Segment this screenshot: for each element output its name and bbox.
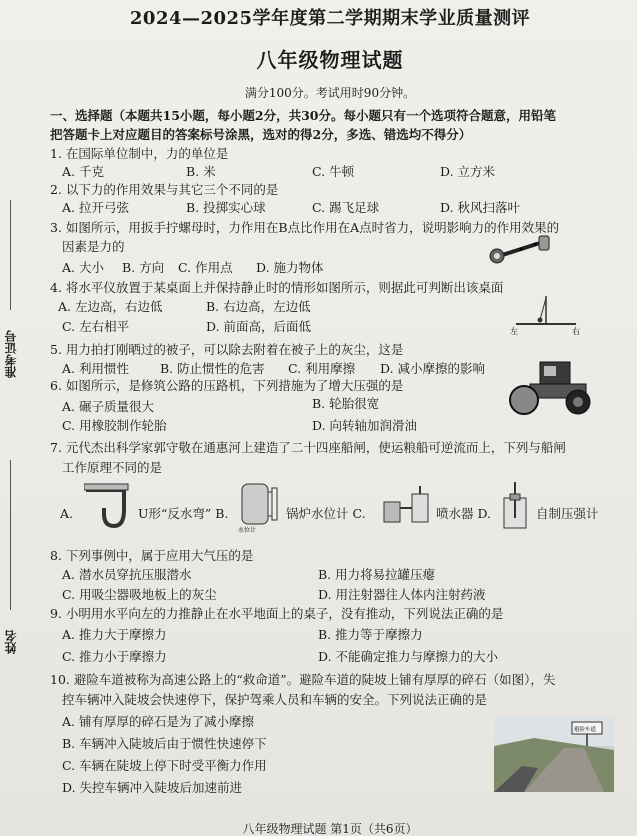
q5-stem: 5. 用力拍打刚晒过的被子，可以除去附着在被子上的灰尘，这是 [50,342,404,357]
q1-option-b: B. 米 [186,164,216,179]
q2-option-d: D. 秋风扫落叶 [440,200,521,215]
q4-option-c: C. 左右相平 [62,319,130,334]
q1-option-d: D. 立方米 [440,164,496,179]
level-left-label: 左 [510,327,518,336]
exam-content [50,0,630,836]
q3-option-d: D. 施力物体 [256,260,324,275]
q2-option-a: A. 拉开弓弦 [62,200,129,215]
q4-option-d: D. 前面高，后面低 [206,319,312,334]
q6-stem: 6. 如图所示，是修筑公路的压路机，下列措施为了增大压强的是 [50,378,404,393]
q7-option-b: U形“反水弯” B. [138,506,229,521]
q4-stem: 4. 将水平仪放置于某桌面上并保持静止时的情形如图所示，则据此可判断出该桌面 [50,280,504,295]
q6-option-b: B. 轮胎很宽 [312,396,380,411]
q2-option-b: B. 投掷实心球 [186,200,266,215]
exam-title: 2024—2025学年度第二学期期末学业质量测评 [129,8,531,29]
q2-stem: 2. 以下力的作用效果与其它三个不同的是 [50,182,279,197]
q10-stem-line2: 控车辆冲入陡坡会快速停下，保护驾乘人员和车辆的安全。下列说法正确的是 [62,692,488,707]
sprayer-figure [380,484,434,528]
q3-option-a: A. 大小 [62,260,104,275]
q8-option-d: D. 用注射器往人体内注射药液 [318,587,486,602]
level-figure [506,290,586,338]
q7-option-d: 喷水器 D. [436,506,492,521]
q8-option-b: B. 用力将易拉罐压瘪 [318,567,436,582]
pressure-gauge-figure [498,478,532,532]
q9-option-c: C. 推力小于摩擦力 [62,649,167,664]
section-heading-line2: 把答题卡上对应题目的答案标号涂黑，选对的得2分，多选、错选均不得分） [50,127,472,142]
boiler-tag-label: 水位计 [238,527,257,534]
name-label: 姓名 [4,630,18,654]
q9-option-b: B. 推力等于摩擦力 [318,627,423,642]
q10-option-a: A. 铺有厚厚的碎石是为了减小摩擦 [62,714,254,729]
q7-option-c: 锅炉水位计 C. [286,506,366,521]
section-heading-line1: 一、选择题（本题共15小题，每小题2分，共30分。每小题只有一个选项符合题意，用铅笔 [50,108,556,123]
q3-stem-line1: 3. 如图所示，用扳手拧螺母时，力作用在B点比作用在A点时省力，说明影响力的作用效果的 [50,220,560,235]
q1-option-c: C. 牛顿 [312,164,355,179]
exam-subtitle: 八年级物理试题 [256,48,404,72]
q10-option-b: B. 车辆冲入陡坡后由于惯性快速停下 [62,736,267,751]
boiler-level-figure [236,478,284,534]
q3-option-b: B. 方向 [122,260,165,275]
binding-margin [0,0,22,836]
q7-stem-line2: 工作原理不同的是 [62,460,163,475]
exam-id-line [10,200,11,310]
q8-option-a: A. 潜水员穿抗压服潜水 [62,567,192,582]
q9-option-a: A. 推力大于摩擦力 [62,627,167,642]
q9-stem: 9. 小明用水平向左的力推静止在水平地面上的桌子，没有推动，下列说法正确的是 [50,606,504,621]
q10-option-d: D. 失控车辆冲入陡坡后加速前进 [62,780,243,795]
q7-option-a: A. [60,506,74,521]
q6-option-d: D. 向转轴加润滑油 [312,418,418,433]
q9-option-d: D. 不能确定推力与摩擦力的大小 [318,649,499,664]
q10-stem-line1: 10. 避险车道被称为高速公路上的“救命道”。避险车道的陡坡上铺有厚厚的碎石（如图），失 [50,672,556,687]
q10-option-c: C. 车辆在陡坡上停下时受平衡力作用 [62,758,267,773]
q4-option-b: B. 右边高，左边低 [206,299,311,314]
u-trap-figure [84,482,138,530]
q6-option-c: C. 用橡胶制作轮胎 [62,418,167,433]
q8-stem: 8. 下列事例中，属于应用大气压的是 [50,548,254,563]
q5-option-b: B. 防止惯性的危害 [160,361,265,376]
q2-option-c: C. 踢飞足球 [312,200,380,215]
escape-ramp-sign: 避险车道 [574,727,597,733]
q6-option-a: A. 碾子质量很大 [62,399,154,414]
q5-option-d: D. 减小摩擦的影响 [380,361,486,376]
q5-option-a: A. 利用惯性 [62,361,129,376]
q3-stem-line2: 因素是力的 [62,239,125,254]
q1-option-a: A. 千克 [62,164,104,179]
exam-id-label: 准考证号 [4,330,18,378]
q1-stem: 1. 在国际单位制中，力的单位是 [50,146,229,161]
q7-stem-line1: 7. 元代杰出科学家郭守敬在通惠河上建造了二十四座船闸，使运粮船可逆流而上，下列与船闸 [50,440,566,455]
exam-meta: 满分100分。考试用时90分钟。 [244,86,416,100]
level-right-label: 右 [572,327,580,336]
page-footer: 八年级物理试题 第1页（共6页） [242,822,418,836]
q7-option-e: 自制压强计 [536,506,599,521]
q4-option-a: A. 左边高，右边低 [58,299,163,314]
escape-ramp-figure [494,716,614,792]
q8-option-c: C. 用吸尘器吸地板上的灰尘 [62,587,217,602]
road-roller-figure [500,356,600,416]
wrench-figure [485,232,555,268]
q3-option-c: C. 作用点 [178,260,233,275]
q5-option-c: C. 利用摩擦 [288,361,356,376]
name-line [10,460,11,610]
